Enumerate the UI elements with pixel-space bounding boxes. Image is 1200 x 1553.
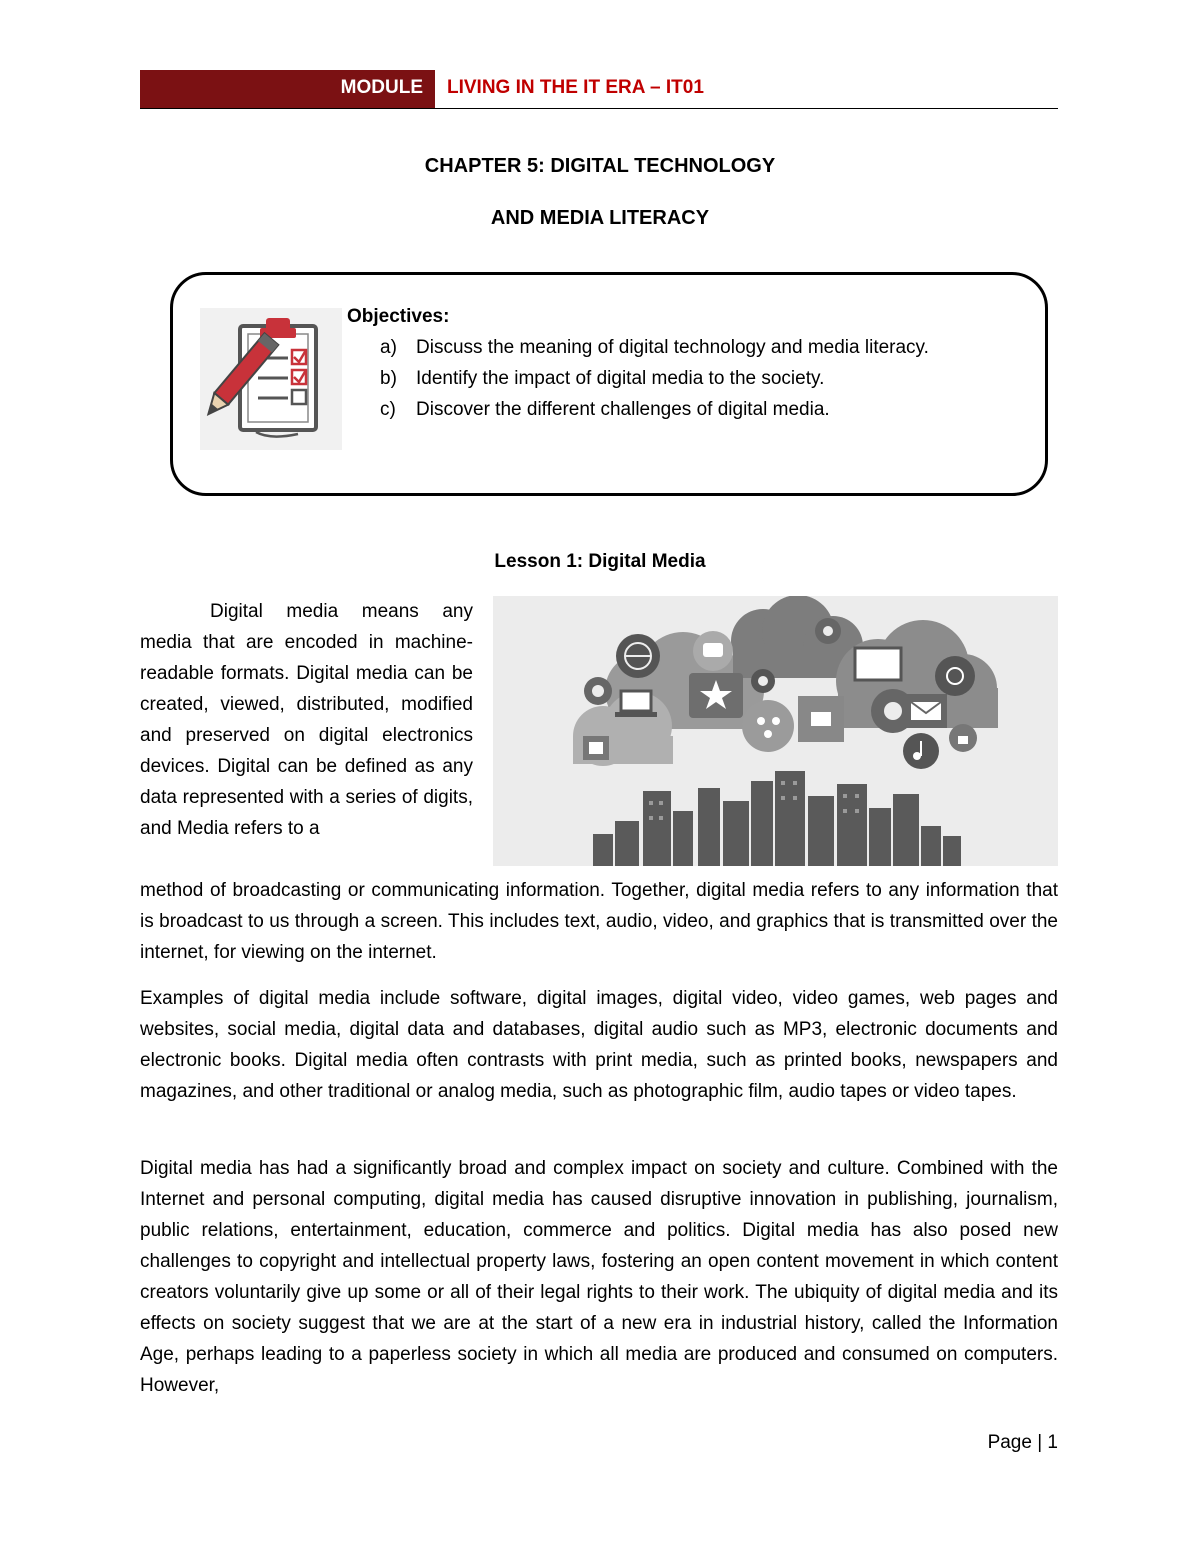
objective-item [380, 399, 929, 430]
gear-icon [815, 618, 841, 644]
lesson-paragraph-impact: Digital media has had a significantly broad and complex impact on society and culture. Combined with the Internet and personal computing, digital media has caused disruptive innovation in publishing, journalism, public relations, entertainment, education, commerce and politics. Digital media has also posed new challenges to copyright and intellectual property laws, fostering an open content movement in which content creators voluntarily give up some or all of their legal rights to their work. The ubiquity of digital media and its effects on society suggest that we are at the start of a new era in industrial history, called the Information Age, perhaps leading to a paperless society in which all media are produced and consumed on computers. However, [140, 1158, 1058, 1396]
gear-icon [751, 669, 775, 693]
globe-icon [616, 634, 660, 678]
checklist-icon [200, 308, 342, 450]
chapter-title-line1: CHAPTER 5: DIGITAL TECHNOLOGY [424, 155, 776, 177]
lesson-title: Lesson 1: Digital Media [494, 551, 706, 572]
star-icon [689, 673, 743, 718]
course-title: LIVING IN THE IT ERA – IT01 [447, 77, 704, 98]
objective-text: Discuss the meaning of digital technology and media literacy. [416, 337, 929, 358]
objective-marker: a) [380, 337, 397, 358]
gear-icon [584, 677, 612, 705]
edit-icon [583, 736, 609, 760]
objective-text: Identify the impact of digital media to the society. [416, 368, 825, 389]
screen-icon [855, 648, 901, 680]
page-number: Page | 1 [987, 1432, 1058, 1453]
share-icon [742, 700, 794, 752]
objective-item [380, 337, 929, 368]
objectives-heading: Objectives: [347, 306, 450, 327]
music-icon [903, 733, 939, 769]
objectives-list [380, 337, 929, 430]
lock-icon [949, 724, 977, 752]
objective-item [380, 368, 929, 399]
digital-media-illustration [493, 596, 1058, 866]
module-header [140, 70, 1058, 108]
lesson-paragraph-continuation: method of broadcasting or communicating information. Together, digital media refers to any information that is broadcast to us through a screen. This includes text, audio, video, and graphics that is transmitted over the internet, for viewing on the internet. [140, 880, 1058, 963]
chat-icon [693, 631, 733, 671]
lesson-paragraph-lead: Digital media means any media that are encoded in machine-readable formats. Digital media can be created, viewed, distributed, modified and preserved on digital electronics devices. Digital can be defined as any data represented with a series of digits, and Media refers to a [140, 601, 473, 839]
phone-icon [935, 656, 975, 696]
laptop-icon [615, 691, 657, 717]
header-divider [140, 108, 1058, 109]
objective-marker: c) [380, 399, 396, 420]
cart-icon [798, 696, 844, 742]
objective-text: Discover the different challenges of digital media. [416, 399, 830, 420]
chapter-title-line2: AND MEDIA LITERACY [490, 207, 710, 229]
lesson-paragraph-examples: Examples of digital media include software, digital images, digital video, video games, web pages and websites, social media, digital data and databases, digital audio such as MP3, electronic documents and electronic books. Digital media often contrasts with print media, such as printed books, newspapers and magazines, and other traditional or analog media, such as photographic film, audio tapes or video tapes. [140, 988, 1058, 1102]
objective-marker: b) [380, 368, 397, 389]
module-label: MODULE [140, 70, 435, 108]
mail-icon [905, 694, 947, 728]
